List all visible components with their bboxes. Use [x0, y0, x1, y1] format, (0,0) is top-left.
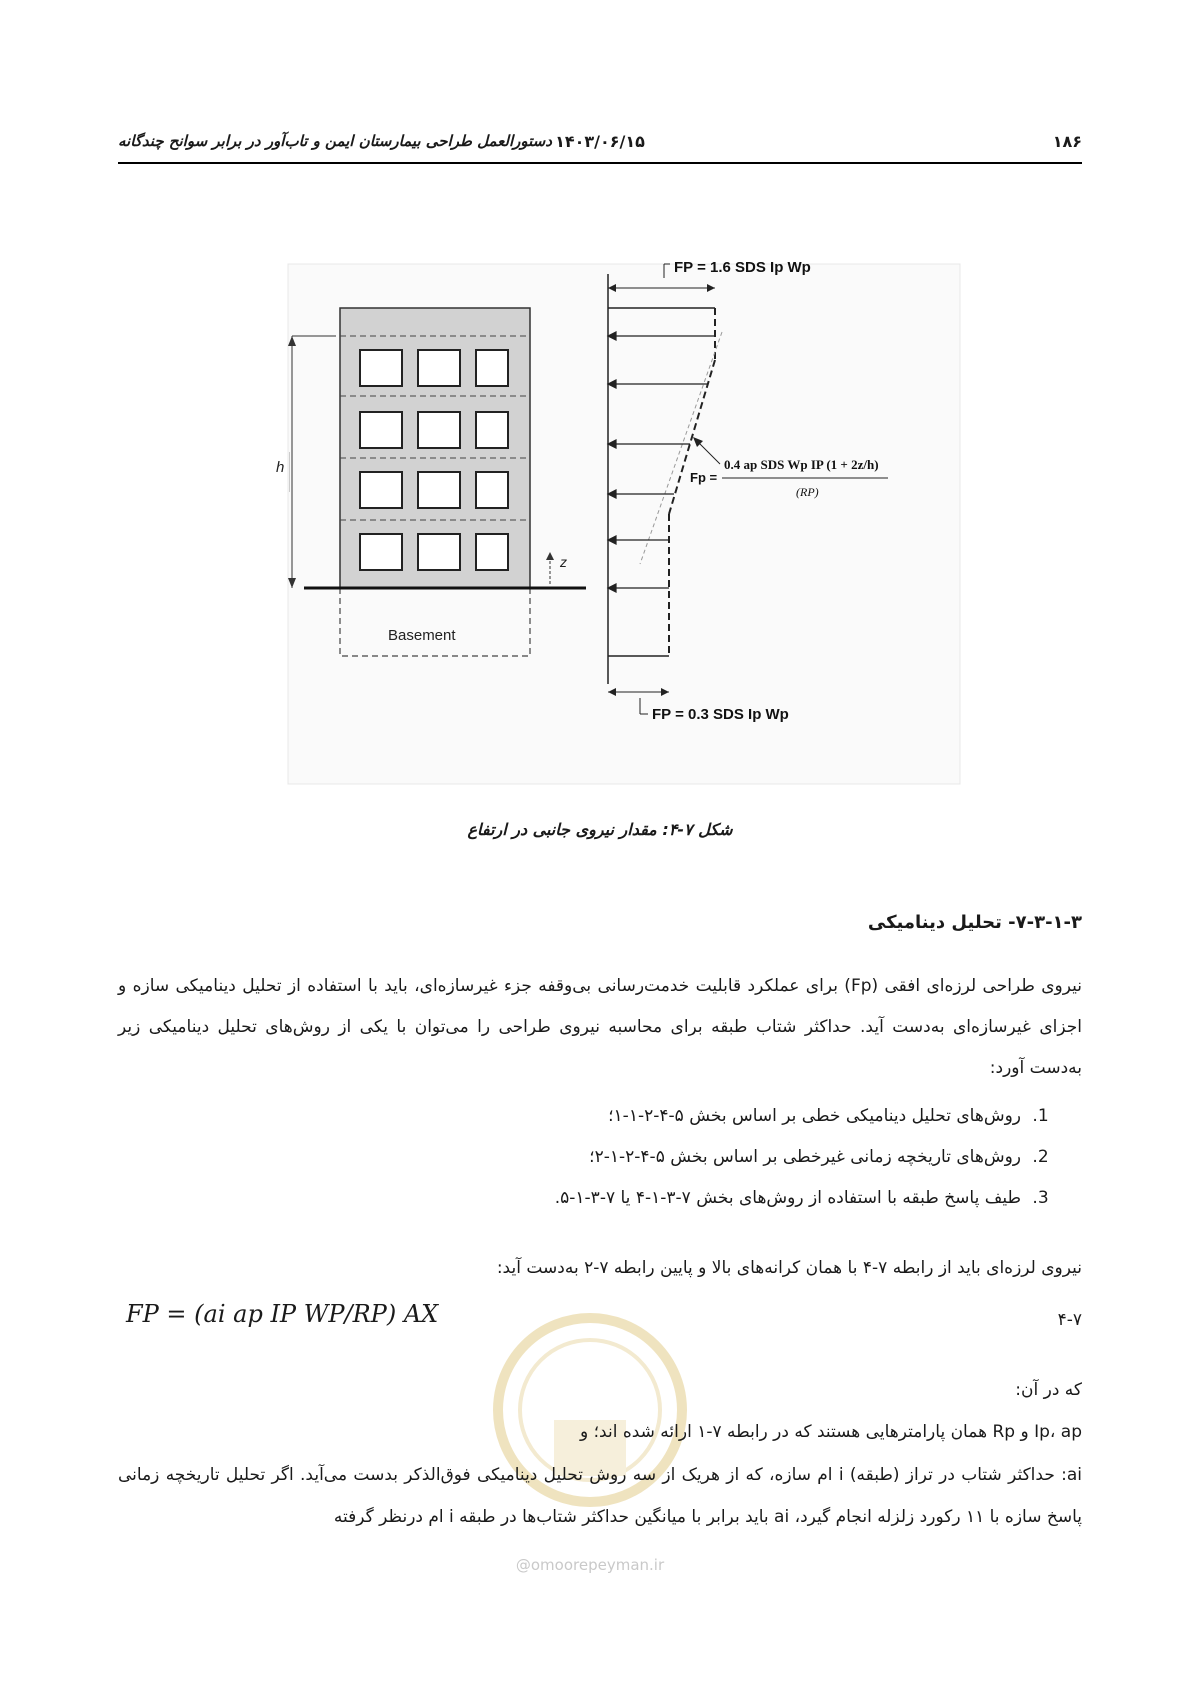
lateral-force-figure	[276, 259, 960, 784]
equation: FP = (ai ap IP WP/RP) AX	[126, 1300, 439, 1328]
equation-intro: نیروی لرزه‌ای باید از رابطه ۷-۴ با همان کرانه‌های بالا و پایین رابطه ۷-۲ به‌دست آید:	[496, 1258, 1082, 1278]
page-number: ۱۸۶	[1052, 132, 1082, 151]
basement-label: Basement	[388, 627, 456, 644]
where-label: که در آن:	[1015, 1380, 1082, 1400]
header-title: دستورالعمل طراحی بیمارستان ایمن و تاب‌آور در برابر سوانح چندگانه	[118, 132, 552, 150]
h-label: h	[276, 459, 285, 476]
bottom-force-formula: FP = 0.3 SDS Ip Wp	[652, 706, 789, 723]
side-formula-lhs: Fp =	[690, 470, 718, 485]
method-list	[207, 1096, 1061, 1219]
definition-ai: ai: حداکثر شتاب در تراز (طبقه) i ام سازه، که از هریک از سه روش تحلیل دینامیکی فوق‌الذکر بدست می‌آید. اگر تحلیل تاریخچه زمانی پاسخ سازه با ۱۱ رکورد زلزله انجام گیرد، ai باید برابر با میانگین حداکثر شتاب‌ها در طبقه i ام درنظر گرفته	[118, 1465, 1082, 1527]
list-item: 2. روش‌های تاریخچه زمانی غیرخطی بر اساس بخش ۵-۴-۲-۱-۲؛	[207, 1137, 1027, 1178]
intro-paragraph: نیروی طراحی لرزه‌ای افقی (Fp) برای عملکرد قابلیت خدمت‌رسانی بی‌وقفه جزء غیرسازه‌ای، باید با استفاده از تحلیل دینامیکی سازه و اجزای غیرسازه‌ای به‌دست آید. حداکثر شتاب طبقه برای محاسبه نیروی طراحی را می‌توان با یکی از روش‌های تحلیل دینامیکی زیر به‌دست آورد:	[118, 976, 1082, 1078]
watermark-text: @omoorepeyman.ir	[515, 1556, 665, 1574]
list-item: 1. روش‌های تحلیل دینامیکی خطی بر اساس بخش ۵-۴-۲-۱-۱؛	[207, 1096, 1027, 1137]
figure-caption: شکل ۷-۴: مقدار نیروی جانبی در ارتفاع	[467, 820, 733, 839]
page-header	[118, 126, 1082, 164]
definition-ip-ap-rp: Ip، ap و Rp همان پارامترهایی هستند که در رابطه ۷-۱ ارائه شده اند؛ و	[580, 1422, 1082, 1442]
header-date: ۱۴۰۳/۰۶/۱۵	[555, 132, 645, 151]
top-force-formula: FP = 1.6 SDS Ip Wp	[674, 259, 811, 276]
side-formula-numerator: 0.4 ap SDS Wp IP (1 + 2z/h)	[724, 457, 879, 472]
equation-number: ۴-۷	[1057, 1310, 1082, 1330]
side-formula-denominator: (RP)	[796, 485, 819, 499]
list-item: 3. طیف پاسخ طبقه با استفاده از روش‌های بخش ۷-۳-۱-۴ یا ۷-۳-۱-۵.	[207, 1178, 1027, 1219]
z-label: z	[560, 554, 567, 570]
section-heading: ۷-۳-۱-۳- تحلیل دینامیکی	[867, 912, 1082, 933]
